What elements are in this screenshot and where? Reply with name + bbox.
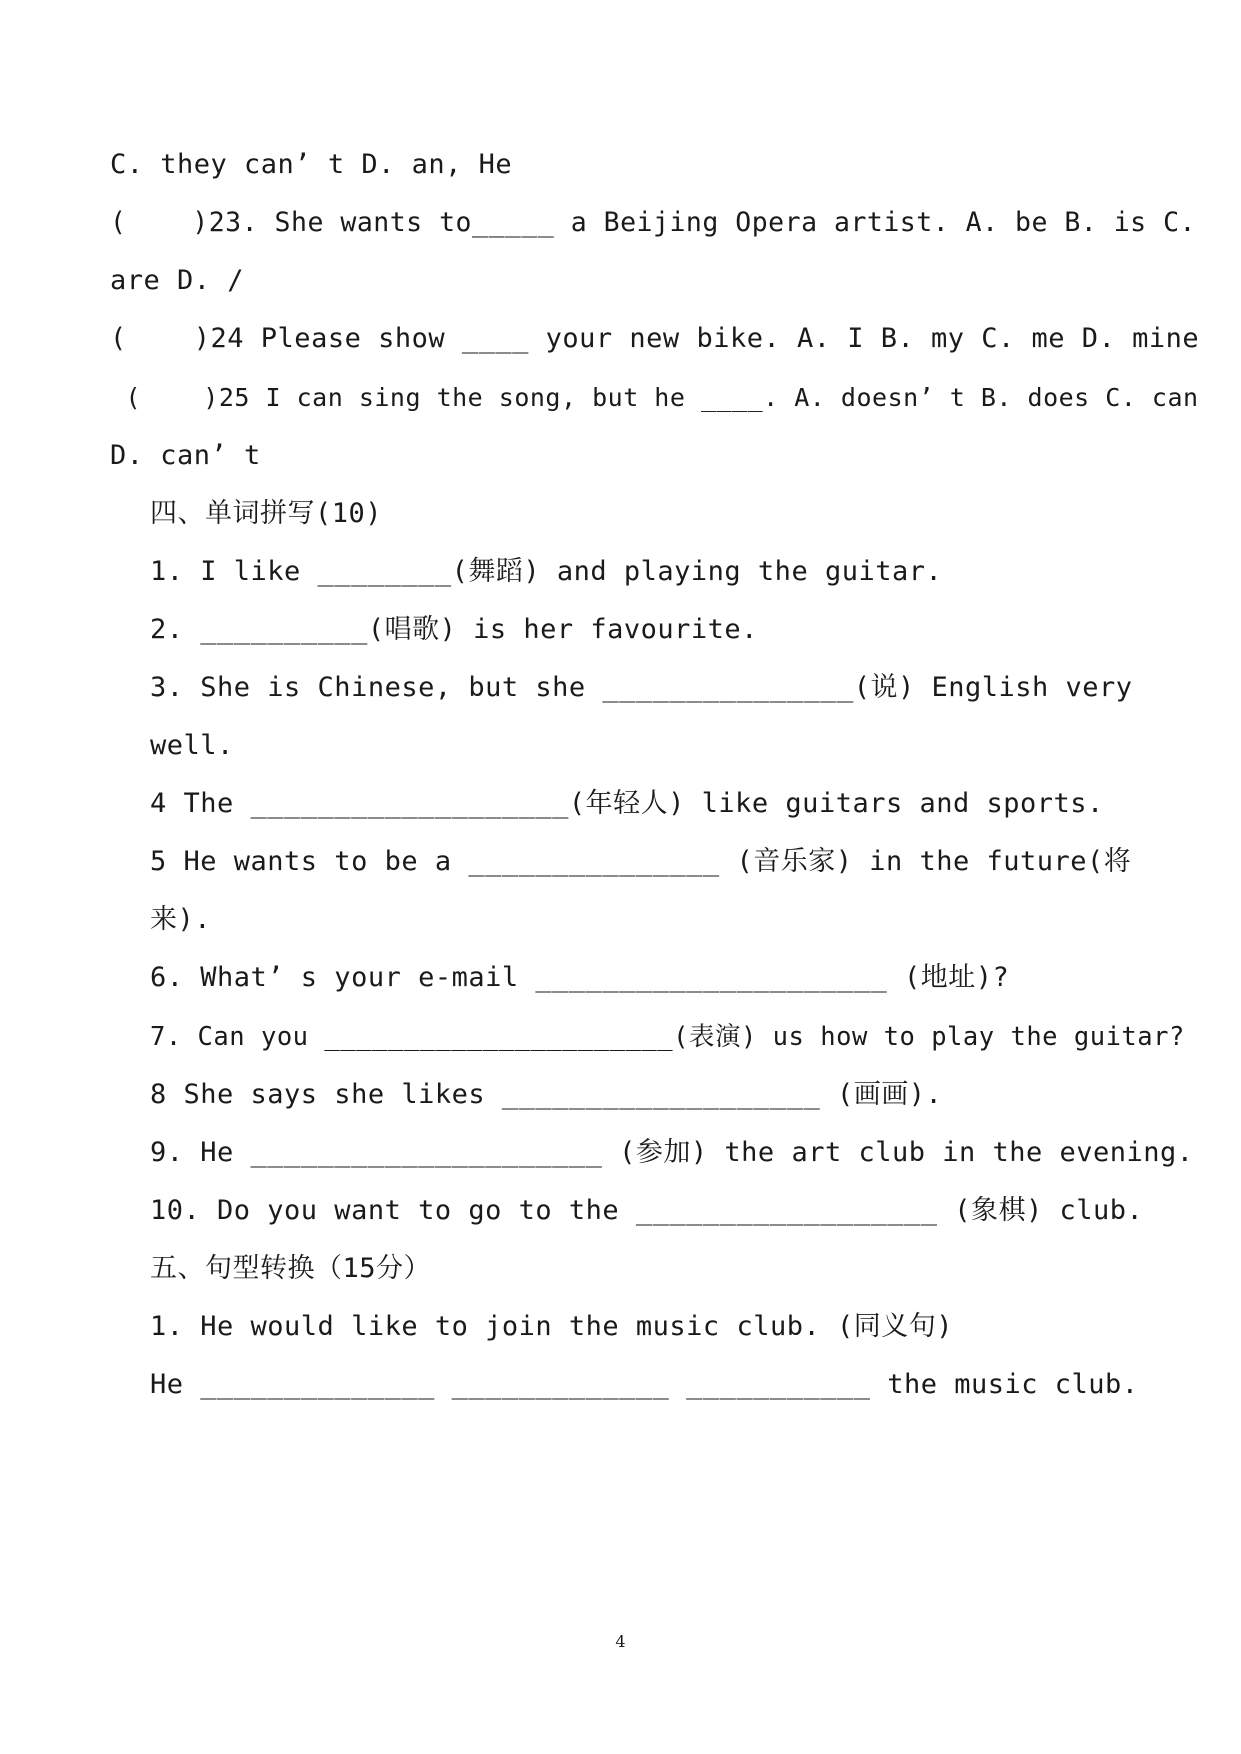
question-23-continued: are D. /	[110, 265, 245, 296]
transformation-item-1-answer: He ______________ _____________ ___________ the music club.	[150, 1369, 1139, 1400]
spelling-item-4: 4 The ___________________(年轻人) like guitars and sports.	[150, 788, 1104, 819]
question-25: ( )25 I can sing the song, but he ____. A. doesn’ t B. does C. can	[110, 383, 1199, 412]
spelling-item-8: 8 She says she likes ___________________ (画画).	[150, 1079, 943, 1110]
question-22-options: C. they can’ t D. an, He	[110, 149, 513, 180]
question-23: ( )23. She wants to_____ a Beijing Opera artist. A. be B. is C.	[110, 207, 1196, 238]
question-25-continued: D. can’ t	[110, 440, 261, 471]
spelling-item-10: 10. Do you want to go to the __________________ (象棋) club.	[150, 1195, 1144, 1226]
transformation-item-1: 1. He would like to join the music club. (同义句)	[150, 1311, 953, 1342]
spelling-item-2: 2. __________(唱歌) is her favourite.	[150, 614, 758, 645]
spelling-item-3-continued: well.	[150, 730, 234, 761]
section-heading-sentence-transformation: 五、句型转换（15分）	[150, 1253, 432, 1284]
question-24: ( )24 Please show ____ your new bike. A. I B. my C. me D. mine	[110, 323, 1200, 354]
page-number: 4	[615, 1632, 626, 1651]
spelling-item-3: 3. She is Chinese, but she _______________(说) English very	[150, 672, 1133, 703]
spelling-item-9: 9. He _____________________ (参加) the art club in the evening.	[150, 1137, 1194, 1168]
spelling-item-5-continued: 来).	[150, 904, 212, 935]
section-heading-spelling: 四、单词拼写(10)	[150, 498, 383, 529]
spelling-item-1: 1. I like ________(舞蹈) and playing the guitar.	[150, 556, 943, 587]
spelling-item-6: 6. What’ s your e-mail _____________________ (地址)?	[150, 962, 1010, 993]
spelling-item-5: 5 He wants to be a _______________ (音乐家) in the future(将	[150, 846, 1132, 877]
spelling-item-7: 7. Can you ______________________(表演) us how to play the guitar?	[150, 1022, 1185, 1052]
